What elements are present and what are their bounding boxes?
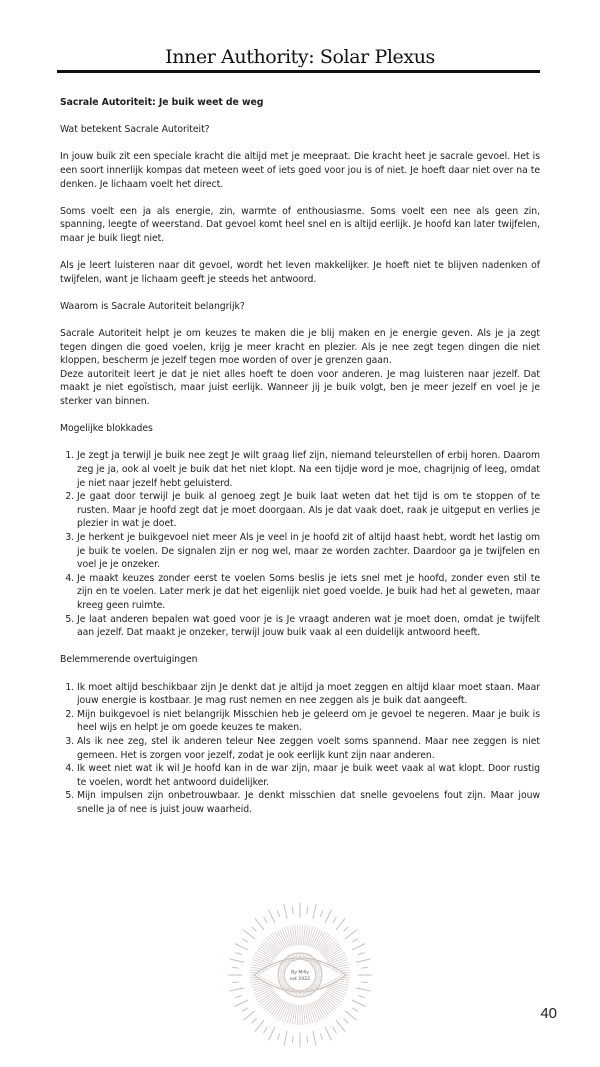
list-item: 4. Je maakt keuzes zonder eerst te voelen Soms beslis je iets snel met je hoofd, zonder even stil te zijn en te voelen. Later merk je dat het eigenlijk niet goed voelde. Je buik had het al geweten, maar kreeg geen ruimte. [77,572,540,613]
paragraph: In jouw buik zit een speciale kracht die altijd met je meepraat. Die kracht heet je sacrale gevoel. Het is een soort innerlijk kompas dat meteen weet of iets goed voor jou is of niet. Je hoeft daar niet over na te denken. Je lichaam voelt het direct. [60,151,540,190]
list-item: 4. Ik weet niet wat ik wil Je hoofd kan in de war zijn, maar je buik weet vaak al wat klopt. Door rustig te voelen, wordt het antwoord duidelijker. [77,762,540,789]
list-item: 1. Ik moet altijd beschikbaar zijn Je denkt dat je altijd ja moet zeggen en altijd klaar moet staan. Maar jouw energie is kostbaar. Je mag rust nemen en nee zeggen als je buik dat aangeeft. [77,681,540,708]
list-item: 3. Je herkent je buikgevoel niet meer Als je veel in je hoofd zit of altijd haast hebt, wordt het lastig om je buik te voelen. De signalen zijn er nog wel, maar ze worden zachter. Daardoor ga je twijfelen en voel je je onzeker. [77,531,540,572]
list-item: 3. Als ik nee zeg, stel ik anderen teleur Nee zeggen voelt soms spannend. Maar nee zeggen is niet gemeen. Het is zorgen voor jezelf, zodat je ook eerlijk kunt zijn naar anderen. [77,735,540,762]
title-divider [57,70,540,73]
list-item: 5. Je laat anderen bepalen wat goed voor je is Je vraagt anderen wat je moet doen, omdat je twijfelt aan jezelf. Dat maakt je onzeker, terwijl jouw buik vaak al een duidelijk antwoord heeft. [77,613,540,640]
page-number: 40 [540,1005,557,1022]
paragraph: Deze autoriteit leert je dat je niet alles hoeft te doen voor anderen. Je mag luisteren naar jezelf. Dat maakt je niet egoïstisch, maar juist eerlijk. Wanneer jij je buik volgt, ben je meer jezelf en voel je je sterker van binnen. [60,368,540,408]
beliefs-list [60,681,540,817]
section-heading-beliefs: Belemmerende overtuigingen [60,654,198,666]
paragraph: Soms voelt een ja als energie, zin, warmte of enthousiasme. Soms voelt een nee als geen zin, spanning, leegte of weerstand. Dat gevoel komt heel snel en is altijd eerlijk. Je hoofd kan later twijfelen, maar je buik liegt niet. [60,205,540,244]
logo-line-2: est 2022 [289,977,311,982]
brand-logo [222,897,378,1053]
list-item: 5. Mijn impulsen zijn onbetrouwbaar. Je denkt misschien dat snelle gevoelens fout zijn. Maar jouw snelle ja of nee is juist jouw waarheid. [77,789,540,816]
eye-sunburst-icon [222,897,378,1053]
section-heading-meaning: Wat betekent Sacrale Autoriteit? [60,124,210,136]
document-body [60,96,540,830]
blockades-list [60,449,540,639]
page-title: Inner Authority: Solar Plexus [165,46,435,68]
section-heading-importance: Waarom is Sacrale Autoriteit belangrijk? [60,300,245,312]
list-item: 2. Mijn buikgevoel is niet belangrijk Misschien heb je geleerd om je gevoel te negeren. Maar je buik is heel wijs en helpt je om goede keuzes te maken. [77,708,540,735]
list-item: 1. Je zegt ja terwijl je buik nee zegt Je wilt graag lief zijn, niemand teleurstellen of erbij horen. Daarom zeg je ja, ook al voelt je buik dat het niet klopt. Na een tijdje word je moe, chagrijnig of leeg, omdat je niet naar jezelf hebt geluisterd. [77,449,540,490]
paragraph: Sacrale Autoriteit helpt je om keuzes te maken die je blij maken en je energie geven. Als je ja zegt tegen dingen die goed voelen, krijg je meer kracht en plezier. Als je nee zegt tegen dingen die niet kloppen, bescherm je jezelf tegen moe worden of over je grenzen gaan. [60,328,540,367]
list-item: 2. Je gaat door terwijl je buik al genoeg zegt Je buik laat weten dat het tijd is om te stoppen of te rusten. Maar je hoofd zegt dat je moet doorgaan. Als je dat vaak doet, raak je uitgeput en verlies je plezier in wat je doet. [77,490,540,531]
main-heading: Sacrale Autoriteit: Je buik weet de weg [60,97,264,108]
section-heading-blockades: Mogelijke blokkades [60,423,153,435]
logo-line-1: By Milly [291,970,309,976]
paragraph: Als je leert luisteren naar dit gevoel, wordt het leven makkelijker. Je hoeft niet te blijven nadenken of twijfelen, want je lichaam geeft je steeds het antwoord. [60,260,540,285]
